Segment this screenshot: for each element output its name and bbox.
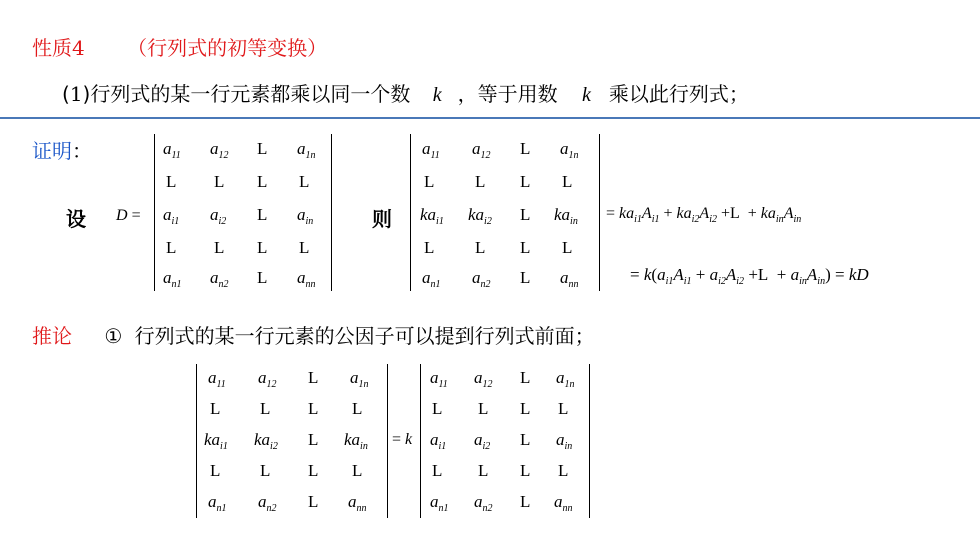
property-heading — [32, 32, 327, 61]
corollary-eq-k: = k — [392, 431, 413, 448]
proof-let: 设 — [66, 207, 86, 231]
proof-then: 则 — [372, 207, 392, 231]
corollary-marker: ① — [104, 324, 123, 348]
statement-text-a: )行列式的某一行元素都乘以同一个数 — [82, 82, 411, 106]
determinant-D: $a_{11}$ $a_{12}$ L $a_{1n}$ L L L L $a_{i1}$ $a_{i2}$ L $a_{in}$ L L L L $a_{n1}$ $a_{n2}$ L $a_{nn}$ — [154, 134, 332, 291]
det-D-symbol: D = — [116, 207, 141, 224]
expansion-line-2: = $k(a_{i1}A_{i1} + a_{i2}A_{i2} +L + a_{in}A_{in})$ = kD — [630, 265, 869, 287]
expansion-line-1: = $ka_{i1}A_{i1} + ka_{i2}A_{i2} +L + ka_{in}A_{in}$ — [606, 205, 802, 225]
property-label: 性质 — [32, 36, 72, 60]
statement-k1: k — [432, 84, 442, 106]
section-divider — [0, 117, 980, 119]
corollary-determinant-right: $a_{11}$ $a_{12}$ L $a_{1n}$ L L L L $a_{i1}$ $a_{i2}$ L $a_{in}$ L L L L $a_{n1}$ $a_{n2}$ L $a_{nn}$ — [420, 364, 590, 518]
corollary-label: 推论 — [32, 324, 72, 348]
statement-index: 1 — [69, 82, 83, 106]
determinant-kD: $a_{11}$ $a_{12}$ L $a_{1n}$ L L L L $ka_{i1}$ $ka_{i2}$ L $ka_{in}$ L L L L $a_{n1}$ $a_{n2}$ L $a_{nn}$ — [410, 134, 600, 291]
proof-colon: ： — [72, 139, 92, 163]
statement-k2: k — [581, 84, 591, 106]
property-statement — [62, 78, 749, 107]
corollary-text: 行列式的某一行元素的公因子可以提到行列式前面； — [134, 324, 595, 348]
corollary-heading — [32, 320, 595, 349]
proof-label: 证明 — [32, 139, 72, 163]
statement-prefix: ( — [62, 82, 70, 106]
proof-heading — [32, 135, 92, 164]
property-title: （行列式的初等变换） — [127, 36, 328, 60]
corollary-determinant-left: $a_{11}$ $a_{12}$ L $a_{1n}$ L L L L $ka_{i1}$ $ka_{i2}$ L $ka_{in}$ L L L L $a_{n1}$ $a_{n2}$ L $a_{nn}$ — [196, 364, 388, 518]
statement-text-b: ，等于用数 — [457, 82, 558, 106]
statement-text-c: 乘以此行列式； — [608, 82, 749, 106]
property-number: 4 — [72, 36, 85, 60]
